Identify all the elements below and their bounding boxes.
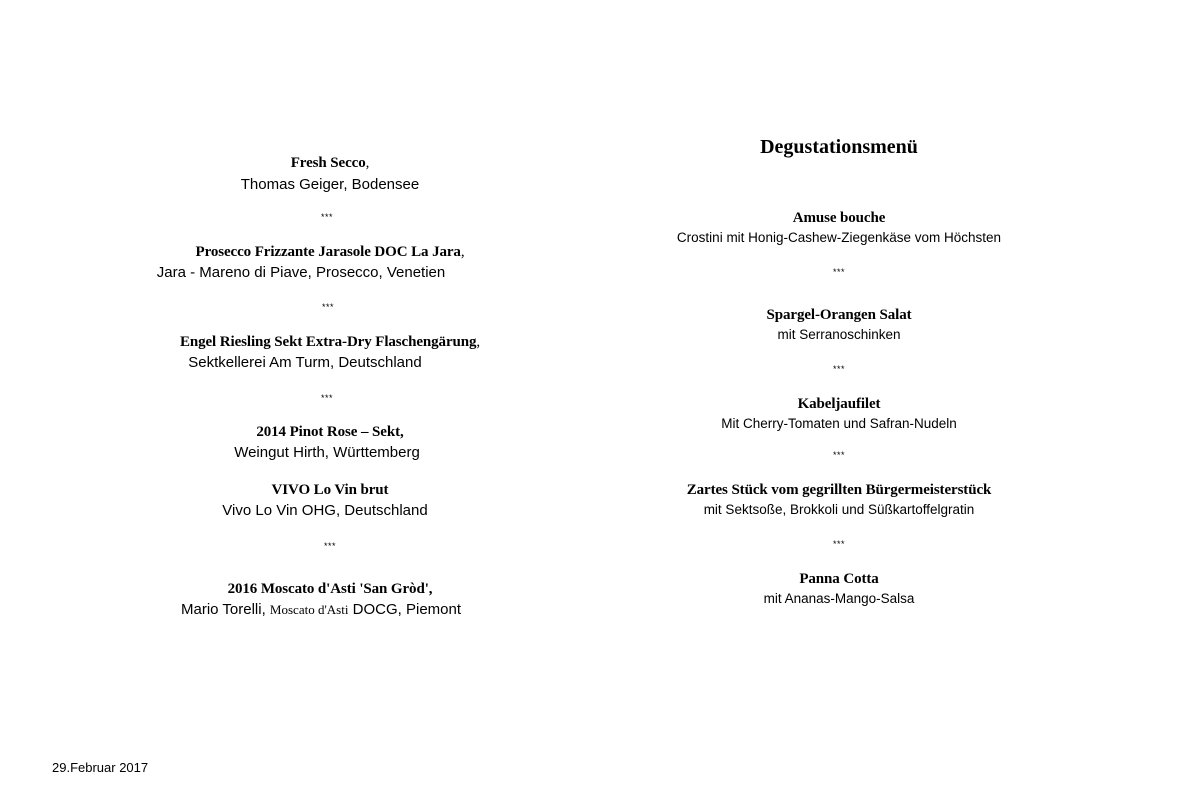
- drink-2-name: Prosecco Frizzante Jarasole DOC La Jara,: [195, 244, 465, 260]
- course-5-desc: mit Ananas-Mango-Salsa: [763, 591, 915, 606]
- drink-6-name: 2016 Moscato d'Asti 'San Gròd',: [227, 581, 433, 597]
- drink-5-producer: Vivo Lo Vin OHG, Deutschland: [222, 502, 428, 519]
- course-5-name: Panna Cotta: [799, 571, 879, 587]
- drink-4-name: 2014 Pinot Rose – Sekt,: [256, 424, 404, 440]
- course-1-desc: Crostini mit Honig-Cashew-Ziegenkäse vom Höchsten: [676, 230, 1002, 245]
- separator: ***: [323, 541, 337, 551]
- course-1-name: Amuse bouche: [792, 210, 886, 226]
- footer-date: 29.Februar 2017: [52, 760, 149, 775]
- menu-title: Degustationsmenü: [760, 136, 918, 158]
- drink-3-producer: Sektkellerei Am Turm, Deutschland: [188, 354, 422, 371]
- separator: ***: [320, 212, 334, 222]
- separator: ***: [832, 364, 846, 374]
- drink-3-name: Engel Riesling Sekt Extra-Dry Flaschengärung,: [179, 334, 481, 350]
- course-4-desc: mit Sektsoße, Brokkoli und Süßkartoffelgratin: [703, 502, 975, 517]
- separator: ***: [320, 393, 334, 403]
- drink-4-producer: Weingut Hirth, Württemberg: [234, 444, 420, 461]
- drink-1-name: Fresh Secco,: [290, 155, 370, 171]
- course-3-desc: Mit Cherry-Tomaten und Safran-Nudeln: [721, 416, 957, 431]
- drink-5-name: VIVO Lo Vin brut: [271, 482, 389, 498]
- separator: ***: [832, 450, 846, 460]
- drink-2-producer: Jara - Mareno di Piave, Prosecco, Venetien: [156, 264, 446, 281]
- course-4-name: Zartes Stück vom gegrillten Bürgermeisterstück: [686, 482, 992, 498]
- course-3-name: Kabeljaufilet: [797, 396, 881, 412]
- course-2-name: Spargel-Orangen Salat: [766, 307, 912, 323]
- drink-1-producer: Thomas Geiger, Bodensee: [240, 176, 420, 193]
- separator: ***: [321, 302, 335, 312]
- drink-6-producer: Mario Torelli, Moscato d'Asti DOCG, Piemont: [180, 601, 462, 618]
- separator: ***: [832, 267, 846, 277]
- course-2-desc: mit Serranoschinken: [777, 327, 901, 342]
- separator: ***: [832, 539, 846, 549]
